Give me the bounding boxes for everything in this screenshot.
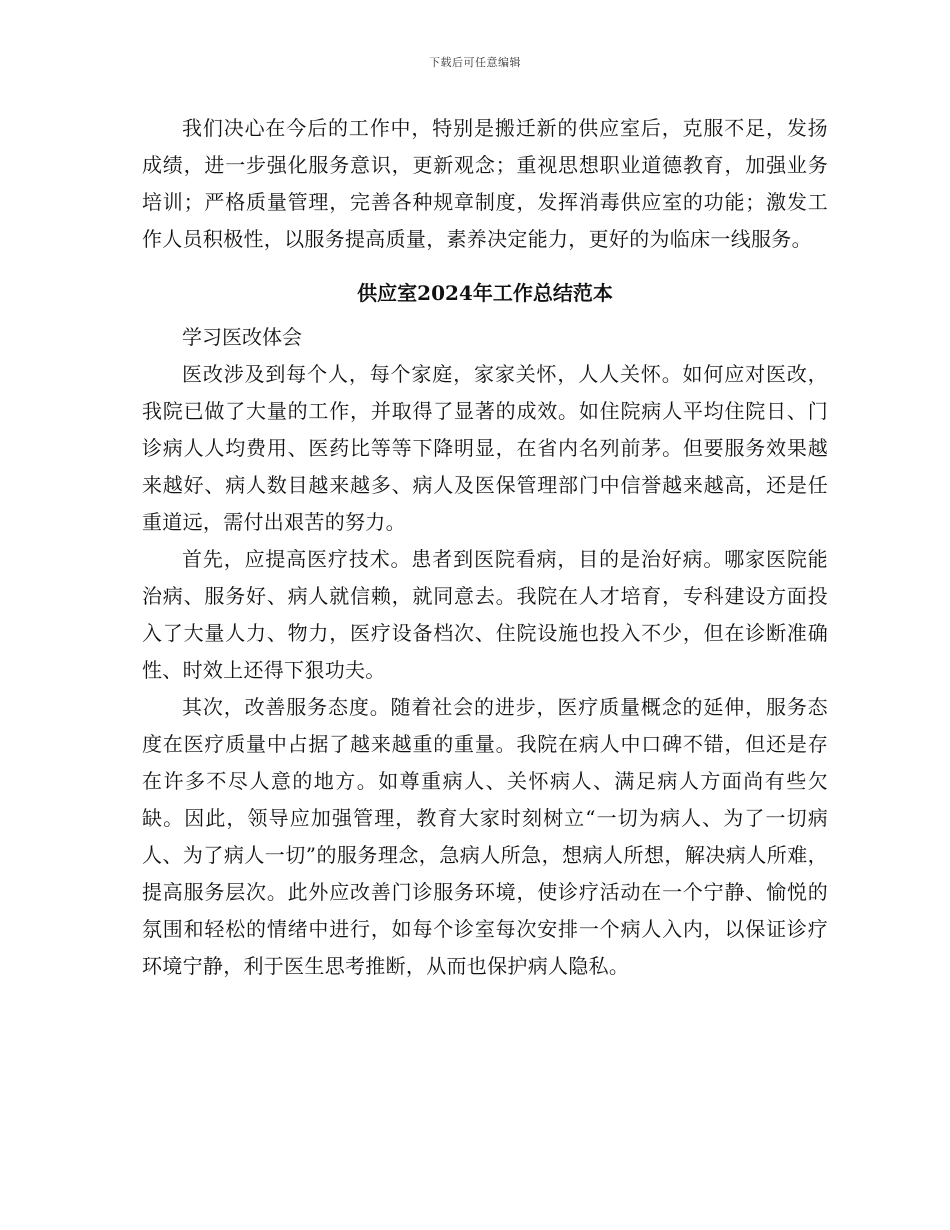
body-paragraph-1: 医改涉及到每个人，每个家庭，家家关怀，人人关怀。如何应对医改，我院已做了大量的工作，并取得了显著的成效。如住院病人平均住院日、门诊病人人均费用、医药比等等下降明显，在省内名列前茅。但要服务效果越来越好、病人数目越来越多、病人及医保管理部门中信誉越来越高，还是任重道远，需付出艰苦的努力。 xyxy=(142,362,828,534)
intro-paragraph: 我们决心在今后的工作中，特别是搬迁新的供应室后，克服不足，发扬成绩，进一步强化服务意识，更新观念；重视思想职业道德教育，加强业务培训；严格质量管理，完善各种规章制度，发挥消毒供应室的功能；激发工作人员积极性，以服务提高质量，素养决定能力，更好的为临床一线服务。 xyxy=(142,116,828,251)
page-header: 下载后可任意编辑 xyxy=(429,56,521,69)
section-subheading: 学习医改体会 xyxy=(182,325,302,349)
body-paragraph-3: 其次，改善服务态度。随着社会的进步，医疗质量概念的延伸，服务态度在医疗质量中占据了越来越重的重量。我院在病人中口碑不错，但还是存在许多不尽人意的地方。如尊重病人、关怀病人、满足病人方面尚有些欠缺。因此，领导应加强管理，教育大家时刻树立“一切为病人、为了一切病人、为了病人一切”的服务理念，急病人所急，想病人所想，解决病人所难，提高服务层次。此外应改善门诊服务环境，使诊疗活动在一个宁静、愉悦的氛围和轻松的情绪中进行，如每个诊室每次安排一个病人入内，以保证诊疗环境宁静，利于医生思考推断，从而也保护病人隐私。 xyxy=(142,695,828,978)
document-title: 供应室2024年工作总结范本 xyxy=(357,281,613,305)
document-body xyxy=(142,110,828,985)
body-paragraph-2: 首先，应提高医疗技术。患者到医院看病，目的是治好病。哪家医院能治病、服务好、病人就信赖，就同意去。我院在人才培育，专科建设方面投入了大量人力、物力，医疗设备档次、住院设施也投入不少，但在诊断准确性、时效上还得下狠功夫。 xyxy=(142,547,828,682)
